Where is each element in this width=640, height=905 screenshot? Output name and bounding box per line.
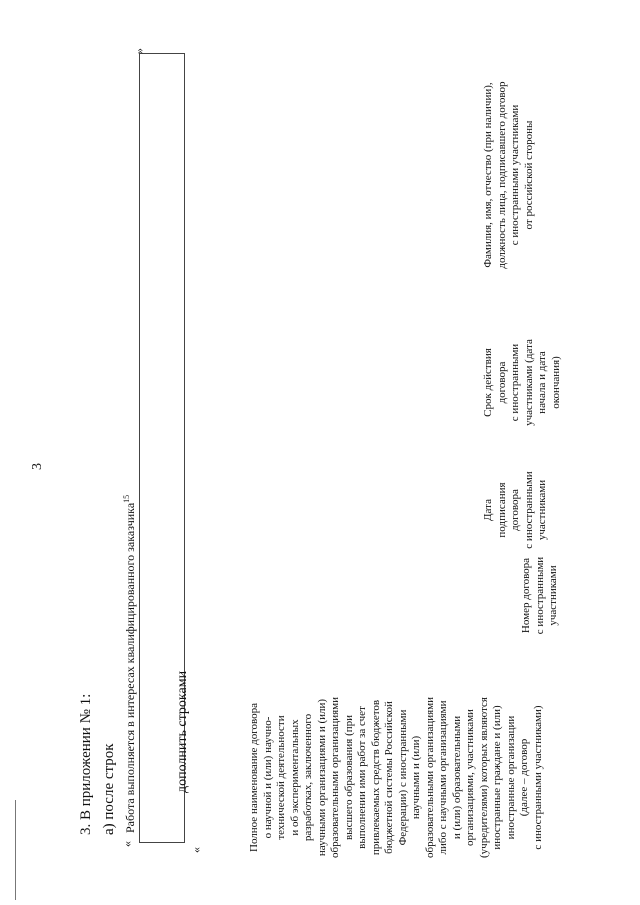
section-subheading: а) после строк [101, 743, 117, 835]
header-line: научными организациями и (или) [315, 698, 328, 857]
header-line: образовательными организациями [329, 696, 341, 859]
header-line: Номер договора [520, 557, 532, 634]
header-line: высшего образования (при [342, 714, 355, 841]
header-line: Полное наименование договора [248, 703, 260, 852]
header-line: привлекаемых средств бюджетов [369, 699, 382, 856]
header-line: (далее – договор [518, 738, 530, 817]
work-line-text: Работа выполняется в интересах квалифицированного заказчика [123, 502, 137, 833]
header-line: начала и дата [536, 351, 548, 414]
header-line: Фамилия, имя, отчество (при наличии), [482, 82, 494, 268]
corner-rule [15, 800, 16, 900]
section-heading: 3. В приложении № 1: [78, 693, 94, 835]
header-line: либо с научными организациями [437, 700, 449, 855]
header-line: и об экспериментальных [288, 719, 301, 836]
header-line: о научной и (или) научно- [261, 716, 274, 839]
work-line [122, 495, 138, 833]
header-col-signatory [482, 45, 536, 305]
header-line: с иностранными [533, 556, 546, 635]
header-line: участниками (дата [522, 339, 535, 426]
header-line: участниками [547, 565, 559, 626]
header-line: Дата [482, 499, 494, 521]
header-line: Срок действия [482, 348, 494, 417]
add-lines-text: дополнить строками [175, 670, 190, 793]
page-number: 3 [30, 463, 45, 470]
quote-open: « [120, 841, 134, 847]
header-line: с иностранными участниками [509, 104, 521, 246]
header-line: технической деятельности [275, 715, 287, 840]
header-line: организациями, участниками [464, 709, 476, 846]
header-line: от российской стороны [522, 120, 535, 230]
work-line-footnote: 15 [122, 494, 131, 503]
header-line: должность лица, подписавшего договор [495, 81, 508, 269]
header-line: научными и (или) [410, 735, 422, 820]
header-line: Федерации) с иностранными [396, 709, 409, 846]
header-line: окончания) [549, 356, 562, 409]
header-line: с иностранными участниками) [531, 705, 544, 850]
header-line: (учредителями) которых являются [477, 697, 490, 858]
header-line: бюджетной системы Российской [383, 701, 395, 854]
header-col-validity-period [482, 325, 563, 440]
header-line: договора [509, 489, 521, 531]
header-line: участниками [536, 479, 548, 541]
quote-open-small: « [189, 847, 203, 853]
header-line: выполнении ими работ за счет [356, 706, 368, 849]
header-line: образовательными организациями [423, 696, 436, 859]
header-line: иностранные организации [504, 715, 517, 840]
header-line: подписания [495, 482, 508, 538]
header-line: иностранные граждане и (или) [491, 705, 503, 850]
header-line: с иностранными [509, 343, 521, 422]
header-line: с иностранными [522, 471, 535, 549]
header-line: и (или) образовательными [450, 715, 463, 840]
header-line: разработках, заключенного [302, 713, 314, 842]
header-col-signing-date [482, 455, 550, 565]
header-line: договора [495, 361, 508, 404]
header-col-contract-name [248, 655, 545, 900]
quote-close: » [132, 48, 146, 54]
